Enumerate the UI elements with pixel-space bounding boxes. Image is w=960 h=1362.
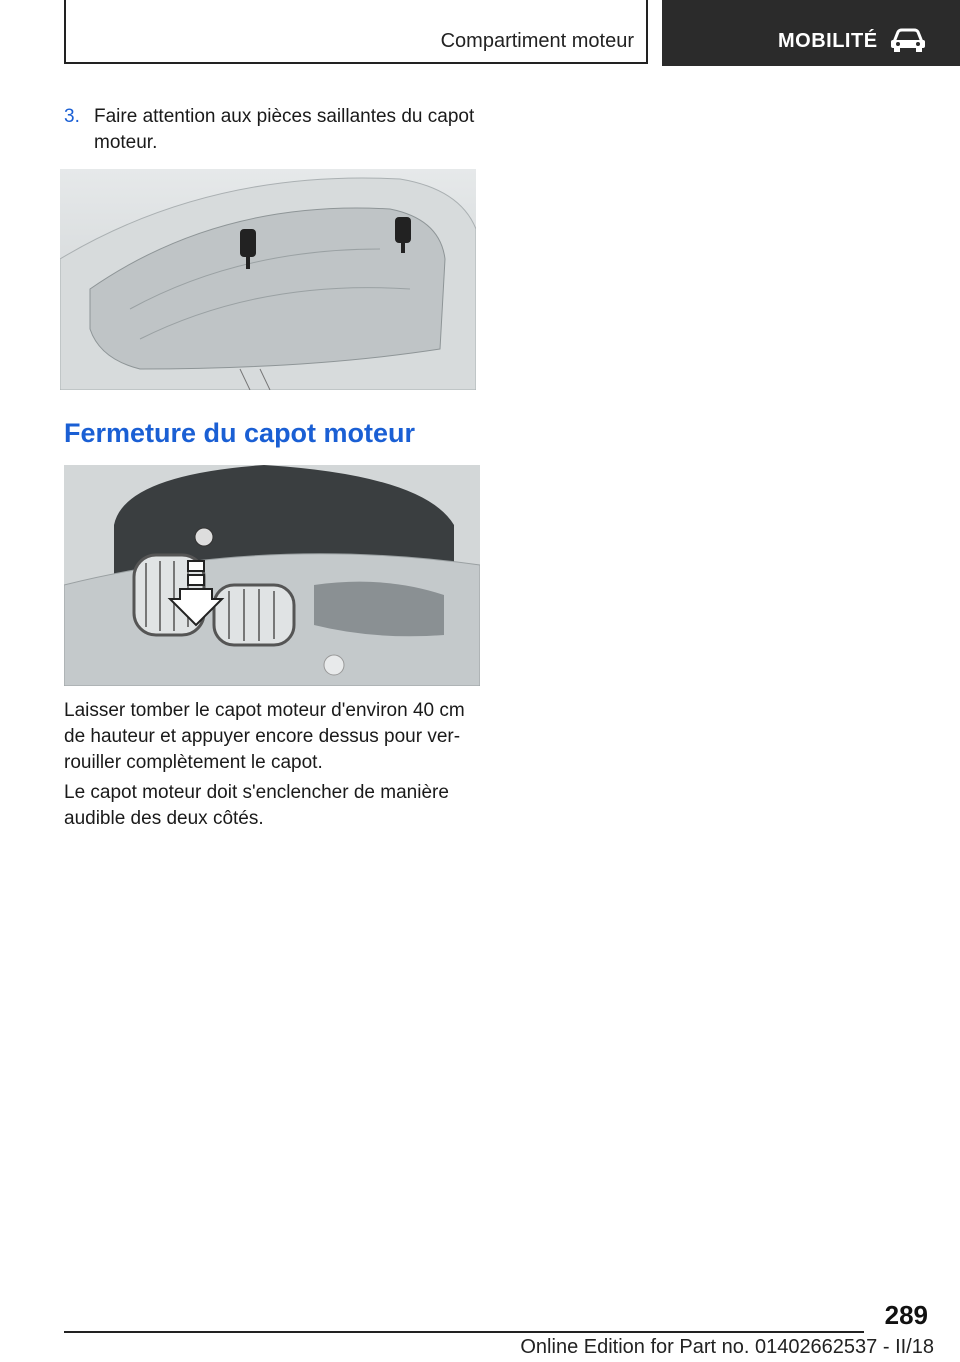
chapter-tab[interactable] [662, 0, 960, 66]
step-number: 3. [64, 106, 80, 127]
header-section-box [64, 0, 648, 64]
paragraph-1: Laisser tomber le capot moteur d'environ 40 cm de hauteur et appuyer encore dessus pour ver-rouiller complètement le capot. [64, 700, 465, 773]
step-3 [64, 104, 480, 156]
chapter-label: MOBILITÉ [778, 30, 878, 52]
section-heading: Fermeture du capot moteur [64, 418, 416, 448]
paragraph-2: Le capot moteur doit s'enclencher de manière audible des deux côtés. [64, 782, 449, 829]
car-icon [890, 26, 926, 54]
closing-hood-front-image [64, 465, 480, 686]
step-text: Faire attention aux pièces saillantes du capot moteur. [94, 106, 475, 153]
page-number: 289 [884, 1300, 928, 1330]
edition-footer: Online Edition for Part no. 01402662537 - II/18 [520, 1336, 934, 1358]
section-title: Compartiment moteur [440, 30, 634, 52]
footer-divider [64, 1331, 864, 1333]
open-hood-underside-image [60, 169, 476, 390]
